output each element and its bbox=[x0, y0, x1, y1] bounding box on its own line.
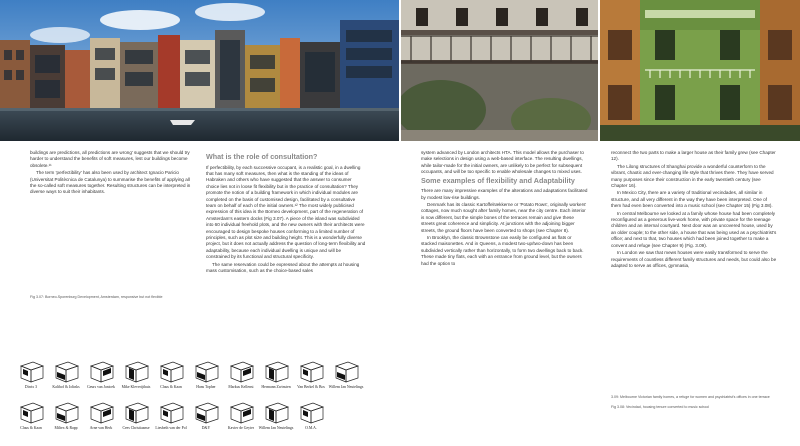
house-isometric-icon bbox=[297, 360, 325, 384]
architect-label: Willem Jan Neutelings bbox=[328, 385, 364, 389]
house-isometric-icon bbox=[17, 360, 45, 384]
house-diagram bbox=[189, 360, 223, 390]
architect-label: Cees Christiaanse bbox=[122, 426, 150, 430]
house-diagram bbox=[49, 360, 83, 390]
paragraph: The same reservation could be expressed about the attempts at housing mass customisation, such as the choice-based sales bbox=[206, 261, 360, 274]
paragraph: The Lilong structures of Shanghai provide a wonderful counterform to the vibrant, chaotic and ever-changing life style that thrives there. They have served many purposes since their construction in the early twentieth century (see Chapter 16). bbox=[611, 163, 774, 189]
house-isometric-icon bbox=[87, 401, 115, 425]
figure-caption: 3.09: Melbourne Victorian family homes, a refuge for women and psychiatrist's offices in one terrace bbox=[611, 395, 770, 399]
house-diagram-row bbox=[14, 401, 364, 431]
architect-label: Miltex & Rapp bbox=[54, 426, 78, 430]
architect-label: Claus & Kaan bbox=[20, 426, 42, 430]
architect-label: Van Berkel & Bos bbox=[297, 385, 325, 389]
architect-label: D&Y bbox=[201, 426, 211, 430]
house-diagram bbox=[294, 401, 328, 431]
house-isometric-icon bbox=[192, 360, 220, 384]
photo-green-victorian-house bbox=[600, 0, 800, 141]
house-diagram bbox=[119, 360, 153, 390]
architect-label: Geurs van Janicek bbox=[87, 385, 115, 389]
house-isometric-icon bbox=[52, 360, 80, 384]
house-diagram bbox=[329, 360, 363, 390]
house-diagram bbox=[14, 401, 48, 431]
house-isometric-icon bbox=[262, 401, 290, 425]
house-isometric-icon bbox=[192, 401, 220, 425]
architect-label: Arne van Herk bbox=[89, 426, 113, 430]
text-column-2 bbox=[206, 152, 366, 276]
house-diagram bbox=[14, 360, 48, 390]
paragraph: In London we saw that mews houses were easily transformed to serve the requirements of countless different family structures and needs, but could also be adapted to serve as offices, gymnasia, bbox=[611, 250, 777, 268]
house-diagram bbox=[259, 360, 293, 390]
house-diagram-row bbox=[14, 360, 364, 390]
house-isometric-icon bbox=[262, 360, 290, 384]
house-diagram bbox=[154, 360, 188, 390]
paragraph: Denmark has its classic Kartoffelrækkerne or 'Potato Rows', originally workers' cottages, now much sought after family homes, near the city centre. Each interior is now different, but the simple bones of the terraces remain and give these streets great coherence and simplicity. At junctions with the adjoining bigger streets, the ground floors have been converted to shops (see Chapter 8). bbox=[421, 202, 587, 233]
paragraph: In Brooklyn, the classic Brownstone can easily be configured as flats or stacked maisonettes. And in Queens, a modest two-up/two-down has been subdivided vertically rather than horizontally, to form two dwellings back to back. These made tiny flats, each with an entrance from ground level, but the owners had the option to bbox=[421, 235, 584, 266]
house-diagram bbox=[154, 401, 188, 431]
architect-label: Markus Kellenst bbox=[228, 385, 254, 389]
architect-label: Claus & Kaan bbox=[160, 385, 182, 389]
house-isometric-icon bbox=[157, 401, 185, 425]
paragraph: In central Melbourne we looked at a family whose house had been completely reconfigured as a generous live-work home, with private space for the teenage children and an internal courtyard. Next door was an uncovered house, used by an older couple; to the other side, a house that was being used as a psychiatrist's office; and next to that, two houses which had been joined together to make a convent and refuge (see Chapter 9) (Fig. 3.09). bbox=[611, 210, 777, 248]
architect-label: Dirrix 3 bbox=[24, 385, 38, 389]
house-diagram bbox=[294, 360, 328, 390]
house-diagram bbox=[84, 401, 118, 431]
architect-label: O.M.A. bbox=[305, 426, 317, 430]
figure-caption: Fig 3.08: Vecindad, housing tenure converted to music school bbox=[611, 405, 710, 409]
house-diagram bbox=[84, 360, 118, 390]
architect-label: Kalthof & Jolinks bbox=[52, 385, 80, 389]
paragraph: In Mexico City, there are a variety of traditional vecindades, all similar in structure, and all very different in the way they have been interpreted. One of them had even been converted into a music school (see Chapter 15) (Fig 3.08). bbox=[611, 190, 773, 209]
house-diagram bbox=[224, 401, 258, 431]
section-heading: What is the role of consultation? bbox=[206, 152, 318, 161]
section-heading: Some examples of flexibility and Adaptability bbox=[421, 175, 575, 185]
house-isometric-icon bbox=[52, 401, 80, 425]
house-diagram bbox=[224, 360, 258, 390]
architect-label: Willem Jan Neutelings bbox=[258, 426, 294, 430]
house-isometric-icon bbox=[157, 360, 185, 384]
architect-label: Hans Topher bbox=[196, 385, 216, 389]
paragraph: If perfectibility, by each successive occupant, is a realistic goal, in a dwelling that has many soft measures, then what is the standing of the ideas of Habraken and others who have suggested that the answer to consumer choice lies not in loose fit flexibility but in the practice of consultation? They promote the notion of a building framework in which individual modules are completed on the basis of customised design, facilitated by a consultative team on behalf of each of the initial owners.¹² The most widely publicised expression of this idea is the Borneo development, part of the regeneration of Amsterdam's eastern docks (Fig 3.07). A piece of the island was subdivided into 60 individual freehold plots, and the new owners with their architects were encouraged to design bespoke houses conforming to a limited number of principles, such as plot size and building height. This is a wonderfully diverse project, but it does not actually address the question of long-term flexibility and adaptability, because each individual dwelling is unique and will be constrained by its functional and structural specificity. bbox=[206, 164, 366, 260]
architect-label: Liesbeth van der Pol bbox=[155, 426, 187, 430]
house-isometric-icon bbox=[332, 360, 360, 384]
text-column-3 bbox=[421, 150, 588, 268]
house-isometric-icon bbox=[87, 360, 115, 384]
house-isometric-icon bbox=[227, 360, 255, 384]
house-isometric-icon bbox=[122, 401, 150, 425]
photo-terraced-street bbox=[401, 0, 598, 141]
house-diagram bbox=[259, 401, 293, 431]
house-isometric-icon bbox=[17, 401, 45, 425]
house-diagram bbox=[189, 401, 223, 431]
architect-label: Hermann Zwinsten bbox=[261, 385, 291, 389]
paragraph: system advanced by London architects HTA. This model allows the purchaser to make selections in design using a web-based interface. The resulting dwellings, while tailor-made for the initial owners, are unlikely to be perfect for subsequent occupants, and will be too specific to enable wholesale changes to mixed uses. bbox=[421, 150, 584, 175]
house-diagram bbox=[49, 401, 83, 431]
house-isometric-icon bbox=[297, 401, 325, 425]
text-column-1 bbox=[30, 150, 196, 197]
text-column-4 bbox=[611, 150, 777, 270]
paragraph: reconnect the two parts to make a larger house as their family grew (see Chapter 12). bbox=[611, 150, 776, 162]
architect-label: Mike Kleverijthuis bbox=[121, 385, 151, 389]
photo-borneo-canal-houses bbox=[0, 0, 399, 141]
figure-caption: Fig 3.07: Borneo-Sporenburg Development, Amsterdam, responsive but not flexible bbox=[30, 295, 163, 299]
house-isometric-icon bbox=[227, 401, 255, 425]
paragraph: There are many impressive examples of the alterations and adaptations facilitated by modest low-rise buildings. bbox=[421, 188, 588, 200]
paragraph: buildings are predictions, all predictions are wrong' suggests that we should try harder to understand the benefits of soft measures, lest our buildings become obsolete.¹¹ bbox=[30, 150, 190, 168]
house-isometric-icon bbox=[122, 360, 150, 384]
house-diagram bbox=[119, 401, 153, 431]
paragraph: The term 'perfectibility' has also been used by architect Ignacio Paricio (Universitat Politècnica de Catalunya) to summarise the benefits of applying all the so-called soft measures together. Resulting structures can be interpreted in diverse ways to suit their inhabitants. bbox=[30, 170, 191, 195]
architect-label: Kavier de Geyter bbox=[227, 426, 255, 430]
